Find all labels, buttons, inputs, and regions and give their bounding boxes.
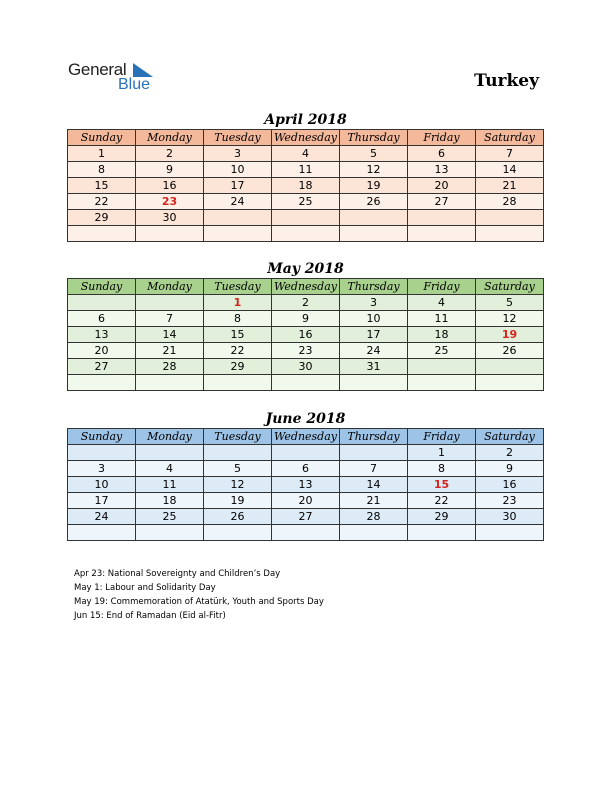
day-cell: 2: [272, 295, 340, 311]
day-cell: [272, 445, 340, 461]
day-cell: 14: [340, 477, 408, 493]
week-row: [68, 461, 544, 477]
day-cell: 28: [476, 194, 544, 210]
day-cell: 6: [408, 146, 476, 162]
day-cell: 23: [136, 194, 204, 210]
week-row: [68, 162, 544, 178]
day-cell: 21: [136, 343, 204, 359]
day-cell: 1: [408, 445, 476, 461]
day-cell: [136, 445, 204, 461]
week-row: [68, 375, 544, 391]
day-cell: 11: [408, 311, 476, 327]
day-cell: 26: [340, 194, 408, 210]
day-cell: 9: [136, 162, 204, 178]
day-cell: 14: [136, 327, 204, 343]
day-cell: 23: [476, 493, 544, 509]
day-cell: [340, 226, 408, 242]
generalblue-logo: [68, 60, 168, 96]
week-row: [68, 226, 544, 242]
day-cell: [272, 226, 340, 242]
day-cell: 29: [68, 210, 136, 226]
weekday-header: Friday: [408, 279, 476, 295]
day-cell: 12: [340, 162, 408, 178]
week-row: [68, 295, 544, 311]
day-cell: 10: [68, 477, 136, 493]
day-cell: 17: [340, 327, 408, 343]
logo-text-blue: Blue: [118, 76, 151, 93]
day-cell: 7: [340, 461, 408, 477]
day-cell: 22: [68, 194, 136, 210]
day-cell: [204, 210, 272, 226]
country-title: Turkey: [474, 71, 539, 91]
day-cell: 16: [272, 327, 340, 343]
day-cell: 24: [204, 194, 272, 210]
day-cell: 15: [408, 477, 476, 493]
week-row: [68, 343, 544, 359]
week-row: [68, 311, 544, 327]
day-cell: 10: [340, 311, 408, 327]
day-cell: [136, 226, 204, 242]
week-row: [68, 509, 544, 525]
day-cell: 29: [408, 509, 476, 525]
day-cell: 8: [408, 461, 476, 477]
weekday-header: Saturday: [476, 429, 544, 445]
day-cell: [204, 375, 272, 391]
day-cell: 3: [340, 295, 408, 311]
day-cell: 20: [68, 343, 136, 359]
day-cell: [68, 226, 136, 242]
day-cell: [476, 210, 544, 226]
day-cell: 29: [204, 359, 272, 375]
weekday-header-row: [68, 130, 544, 146]
day-cell: 1: [204, 295, 272, 311]
day-cell: [408, 210, 476, 226]
holiday-note: Jun 15: End of Ramadan (Eid al-Fitr): [74, 611, 226, 621]
day-cell: [272, 210, 340, 226]
day-cell: 6: [272, 461, 340, 477]
day-cell: 4: [408, 295, 476, 311]
month-title: May 2018: [267, 261, 344, 277]
day-cell: 13: [68, 327, 136, 343]
day-cell: 18: [272, 178, 340, 194]
day-cell: 1: [68, 146, 136, 162]
day-cell: [340, 375, 408, 391]
logo-text-general: General: [68, 60, 127, 79]
weekday-header: Thursday: [340, 130, 408, 146]
day-cell: 26: [476, 343, 544, 359]
day-cell: [136, 375, 204, 391]
day-cell: 14: [476, 162, 544, 178]
day-cell: 9: [476, 461, 544, 477]
day-cell: 10: [204, 162, 272, 178]
day-cell: 30: [476, 509, 544, 525]
week-row: [68, 194, 544, 210]
day-cell: 27: [408, 194, 476, 210]
day-cell: 16: [136, 178, 204, 194]
day-cell: [272, 375, 340, 391]
day-cell: 20: [272, 493, 340, 509]
weekday-header: Wednesday: [272, 429, 340, 445]
day-cell: [136, 525, 204, 541]
day-cell: 4: [136, 461, 204, 477]
day-cell: 25: [408, 343, 476, 359]
day-cell: 21: [476, 178, 544, 194]
day-cell: 18: [136, 493, 204, 509]
day-cell: [476, 359, 544, 375]
week-row: [68, 146, 544, 162]
day-cell: 25: [272, 194, 340, 210]
day-cell: [476, 226, 544, 242]
weekday-header: Sunday: [68, 279, 136, 295]
weekday-header: Sunday: [68, 130, 136, 146]
day-cell: 8: [204, 311, 272, 327]
day-cell: 6: [68, 311, 136, 327]
week-row: [68, 525, 544, 541]
holiday-note: May 1: Labour and Solidarity Day: [74, 583, 216, 593]
day-cell: 5: [340, 146, 408, 162]
day-cell: [68, 525, 136, 541]
day-cell: [408, 525, 476, 541]
week-row: [68, 327, 544, 343]
calendar-table: [67, 129, 544, 242]
day-cell: 24: [340, 343, 408, 359]
day-cell: 25: [136, 509, 204, 525]
day-cell: 5: [476, 295, 544, 311]
month-june: [67, 410, 544, 541]
weekday-header: Tuesday: [204, 429, 272, 445]
weekday-header: Friday: [408, 130, 476, 146]
weekday-header-row: [68, 429, 544, 445]
day-cell: 7: [476, 146, 544, 162]
day-cell: [272, 525, 340, 541]
day-cell: 11: [272, 162, 340, 178]
weekday-header: Friday: [408, 429, 476, 445]
day-cell: [204, 525, 272, 541]
week-row: [68, 210, 544, 226]
day-cell: 24: [68, 509, 136, 525]
day-cell: [408, 375, 476, 391]
day-cell: 2: [136, 146, 204, 162]
weekday-header: Tuesday: [204, 130, 272, 146]
day-cell: 20: [408, 178, 476, 194]
day-cell: 27: [272, 509, 340, 525]
day-cell: 19: [340, 178, 408, 194]
day-cell: 16: [476, 477, 544, 493]
day-cell: 28: [340, 509, 408, 525]
weekday-header: Saturday: [476, 130, 544, 146]
week-row: [68, 445, 544, 461]
day-cell: 30: [136, 210, 204, 226]
week-row: [68, 477, 544, 493]
day-cell: 19: [204, 493, 272, 509]
month-april: [67, 111, 544, 242]
month-may: [67, 260, 544, 391]
day-cell: 3: [204, 146, 272, 162]
day-cell: 19: [476, 327, 544, 343]
weekday-header: Saturday: [476, 279, 544, 295]
day-cell: [68, 295, 136, 311]
weekday-header: Wednesday: [272, 130, 340, 146]
day-cell: [68, 375, 136, 391]
holiday-note: Apr 23: National Sovereignty and Children’s Day: [74, 569, 281, 579]
day-cell: 23: [272, 343, 340, 359]
weekday-header: Monday: [136, 279, 204, 295]
weekday-header: Thursday: [340, 429, 408, 445]
day-cell: [68, 445, 136, 461]
day-cell: [204, 445, 272, 461]
day-cell: [340, 525, 408, 541]
week-row: [68, 359, 544, 375]
day-cell: 4: [272, 146, 340, 162]
holiday-notes: [74, 567, 324, 623]
day-cell: 9: [272, 311, 340, 327]
weekday-header-row: [68, 279, 544, 295]
day-cell: 31: [340, 359, 408, 375]
weekday-header: Sunday: [68, 429, 136, 445]
logo-flag-icon: [133, 63, 153, 77]
day-cell: 12: [476, 311, 544, 327]
weekday-header: Monday: [136, 429, 204, 445]
day-cell: 12: [204, 477, 272, 493]
month-title: April 2018: [264, 112, 347, 128]
weekday-header: Monday: [136, 130, 204, 146]
day-cell: [408, 359, 476, 375]
day-cell: [204, 226, 272, 242]
calendar-table: [67, 278, 544, 391]
day-cell: 7: [136, 311, 204, 327]
weekday-header: Wednesday: [272, 279, 340, 295]
day-cell: 21: [340, 493, 408, 509]
day-cell: 17: [68, 493, 136, 509]
weekday-header: Tuesday: [204, 279, 272, 295]
day-cell: [408, 226, 476, 242]
day-cell: 17: [204, 178, 272, 194]
day-cell: 15: [68, 178, 136, 194]
weekday-header: Thursday: [340, 279, 408, 295]
day-cell: 11: [136, 477, 204, 493]
month-title: June 2018: [265, 411, 346, 427]
week-row: [68, 178, 544, 194]
day-cell: 15: [204, 327, 272, 343]
day-cell: [340, 210, 408, 226]
day-cell: [476, 525, 544, 541]
day-cell: [136, 295, 204, 311]
day-cell: 30: [272, 359, 340, 375]
day-cell: 2: [476, 445, 544, 461]
calendar-table: [67, 428, 544, 541]
day-cell: 13: [272, 477, 340, 493]
day-cell: 26: [204, 509, 272, 525]
day-cell: 27: [68, 359, 136, 375]
day-cell: 8: [68, 162, 136, 178]
day-cell: 28: [136, 359, 204, 375]
day-cell: 22: [408, 493, 476, 509]
day-cell: 18: [408, 327, 476, 343]
day-cell: [476, 375, 544, 391]
day-cell: 22: [204, 343, 272, 359]
week-row: [68, 493, 544, 509]
day-cell: 3: [68, 461, 136, 477]
day-cell: [340, 445, 408, 461]
day-cell: 5: [204, 461, 272, 477]
holiday-note: May 19: Commemoration of Atatürk, Youth and Sports Day: [74, 597, 324, 607]
day-cell: 13: [408, 162, 476, 178]
